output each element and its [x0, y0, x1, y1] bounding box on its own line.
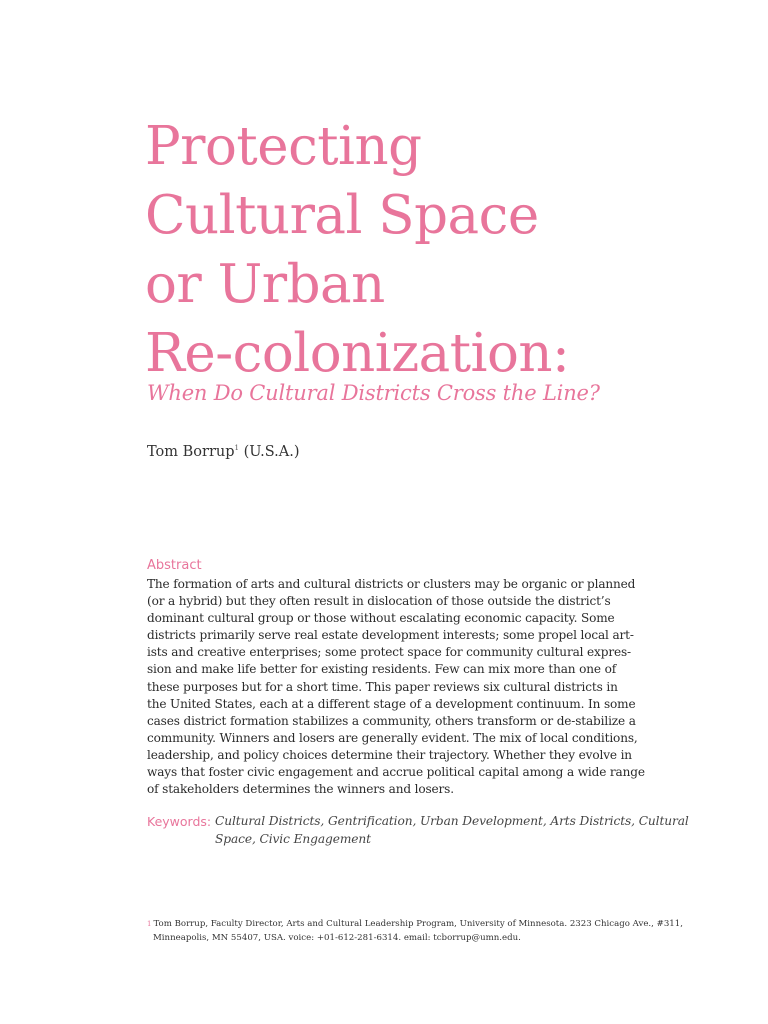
footnote-text: Tom Borrup, Faculty Director, Arts and Cultural Leadership Program, University of Minnesota. 2323 Chicago Ave., #311, [153, 919, 683, 929]
author-country: (U.S.A.) [243, 444, 300, 460]
footnote-mark: 1 [147, 920, 152, 928]
title-line: Protecting [145, 116, 422, 177]
abstract-line: leadership, and policy choices determine their trajectory. Whether they evolve in [147, 747, 632, 762]
keywords-line: Space, Civic Engagement [215, 831, 371, 846]
footnote-line [147, 917, 683, 931]
abstract-line: of stakeholders determines the winners and losers. [147, 782, 454, 797]
abstract-line: the United States, each at a different stage of a development continuum. In some [147, 696, 636, 711]
abstract-line: sion and make life better for existing residents. Few can mix more than one of [147, 662, 617, 677]
abstract-line: (or a hybrid) but they often result in dislocation of those outside the district’s [147, 594, 611, 609]
author-footnote [147, 917, 683, 945]
author-name: Tom Borrup [147, 444, 235, 460]
author-line [147, 444, 300, 460]
abstract-heading: Abstract [147, 558, 202, 573]
abstract-line: The formation of arts and cultural districts or clusters may be organic or planned [147, 577, 636, 591]
keywords-line: Cultural Districts, Gentrification, Urban Development, Arts Districts, Cultural [215, 814, 689, 828]
paper-subtitle: When Do Cultural Districts Cross the Line? [147, 381, 600, 405]
abstract-line: ists and creative enterprises; some protect space for community cultural expres- [147, 645, 631, 660]
abstract-line: cases district formation stabilizes a community, others transform or de-stabilize a [147, 713, 636, 728]
paper-title [145, 112, 569, 388]
abstract-line: ways that foster civic engagement and accrue political capital among a wide range [147, 765, 645, 780]
abstract-body [147, 576, 667, 798]
abstract-line: districts primarily serve real estate development interests; some propel local art- [147, 628, 634, 643]
title-line: Cultural Space [145, 185, 539, 246]
abstract-line: community. Winners and losers are generally evident. The mix of local conditions, [147, 730, 638, 745]
author-footnote-mark: 1 [234, 444, 239, 452]
title-line: Re-colonization: [145, 323, 570, 384]
footnote-line: Minneapolis, MN 55407, USA. voice: +01-612-281-6314. email: tcborrup@umn.edu. [153, 933, 521, 943]
abstract-line: dominant cultural group or those without escalating economic capacity. Some [147, 611, 615, 626]
abstract-line: these purposes but for a short time. This paper reviews six cultural districts in [147, 679, 618, 694]
keywords-list [215, 813, 689, 848]
title-line: or Urban [145, 254, 385, 315]
keywords-label: Keywords: [147, 814, 212, 829]
